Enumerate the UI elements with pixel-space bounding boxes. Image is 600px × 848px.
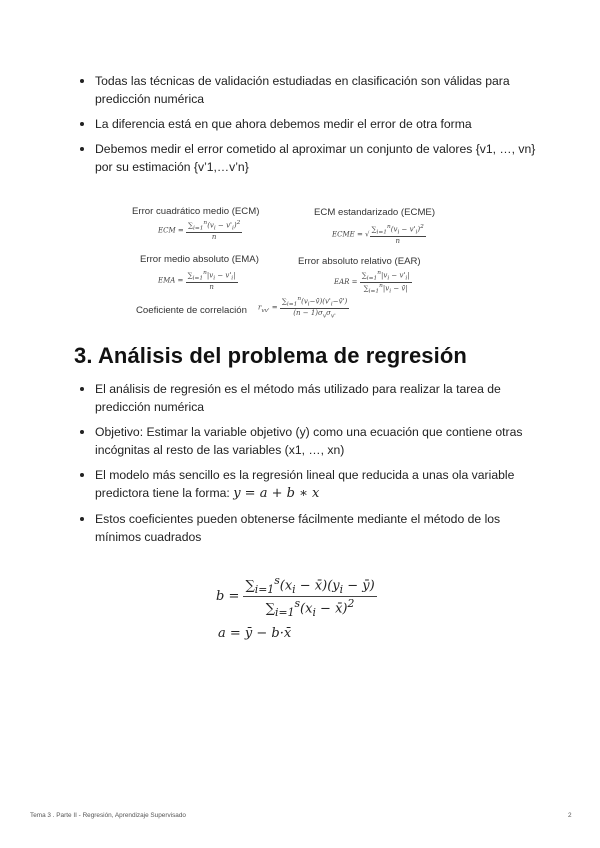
ecme-formula: ECME = √ $\frac{\sum_{i=1}^n(v_i - v'_i)^2}{n}$ xyxy=(332,224,424,245)
intro-bullet-list xyxy=(78,72,538,183)
least-squares-formulas xyxy=(216,574,386,654)
corr-formula: $r_{vv'}$ = $\frac{\sum_{i=1}^n(v_i-v̄)(v'_i-v̄')}{(n - 1)\sigma_v\sigma_{v'}}$ xyxy=(258,296,348,320)
list-item-text: El modelo más sencillo es la regresión lineal que reducida a unas ola variable predictora tiene la forma: xyxy=(95,468,515,500)
ear-label: Error absoluto relativo (EAR) xyxy=(298,256,421,267)
list-item: Estos coeficientes pueden obtenerse fácilmente mediante el método de los mínimos cuadrados xyxy=(78,510,538,546)
list-item: La diferencia está en que ahora debemos medir el error de otra forma xyxy=(78,115,538,133)
ema-label: Error medio absoluto (EMA) xyxy=(140,254,259,265)
page-number: 2 xyxy=(568,812,572,819)
list-item: El análisis de regresión es el método más utilizado para realizar la tarea de predicción numérica xyxy=(78,380,538,416)
list-item: Debemos medir el error cometido al aproximar un conjunto de valores {v1, …, vn} por su estimación {v’1,…v’n} xyxy=(78,140,538,176)
list-item: Objetivo: Estimar la variable objetivo (y) como una ecuación que contiene otras incógnitas al resto de las variables (x1, …, xn) xyxy=(78,423,538,459)
list-item xyxy=(78,466,538,503)
ema-formula: EMA = $\frac{\sum_{i=1}^n|v_i - v'_i|}{n}$ xyxy=(158,270,236,291)
slope-formula: b = $\frac{\sum_{i=1}^s(x_i - x̄)(y_i - ȳ)}{\sum_{i=1}^s(x_i - x̄)^2}$ xyxy=(216,574,375,619)
error-measures-figure xyxy=(126,204,456,324)
corr-label: Coeficiente de correlación xyxy=(136,305,247,316)
ecme-label: ECM estandarizado (ECME) xyxy=(314,207,436,218)
intercept-formula: a = ȳ − b·x̄ xyxy=(218,626,292,641)
ecm-label: Error cuadrático medio (ECM) xyxy=(132,206,260,217)
ear-formula: EAR = $\frac{\sum_{i=1}^n|v_i - v'_i|}{\sum_{i=1}^n|v_i - v̄|}$ xyxy=(334,270,410,295)
list-item: Todas las técnicas de validación estudiadas en clasificación son válidas para predicción numérica xyxy=(78,72,538,108)
footer-title: Tema 3 . Parte II - Regresión, Aprendizaje Supervisado xyxy=(30,812,186,819)
section-heading: 3. Análisis del problema de regresión xyxy=(74,343,467,368)
linear-model-formula: y = a + b ∗ x xyxy=(233,486,320,501)
ecm-formula: ECM = $\frac{\sum_{i=1}^n(v_i - v'_i)^2}{n}$ xyxy=(158,220,241,241)
regression-bullet-list xyxy=(78,380,538,553)
